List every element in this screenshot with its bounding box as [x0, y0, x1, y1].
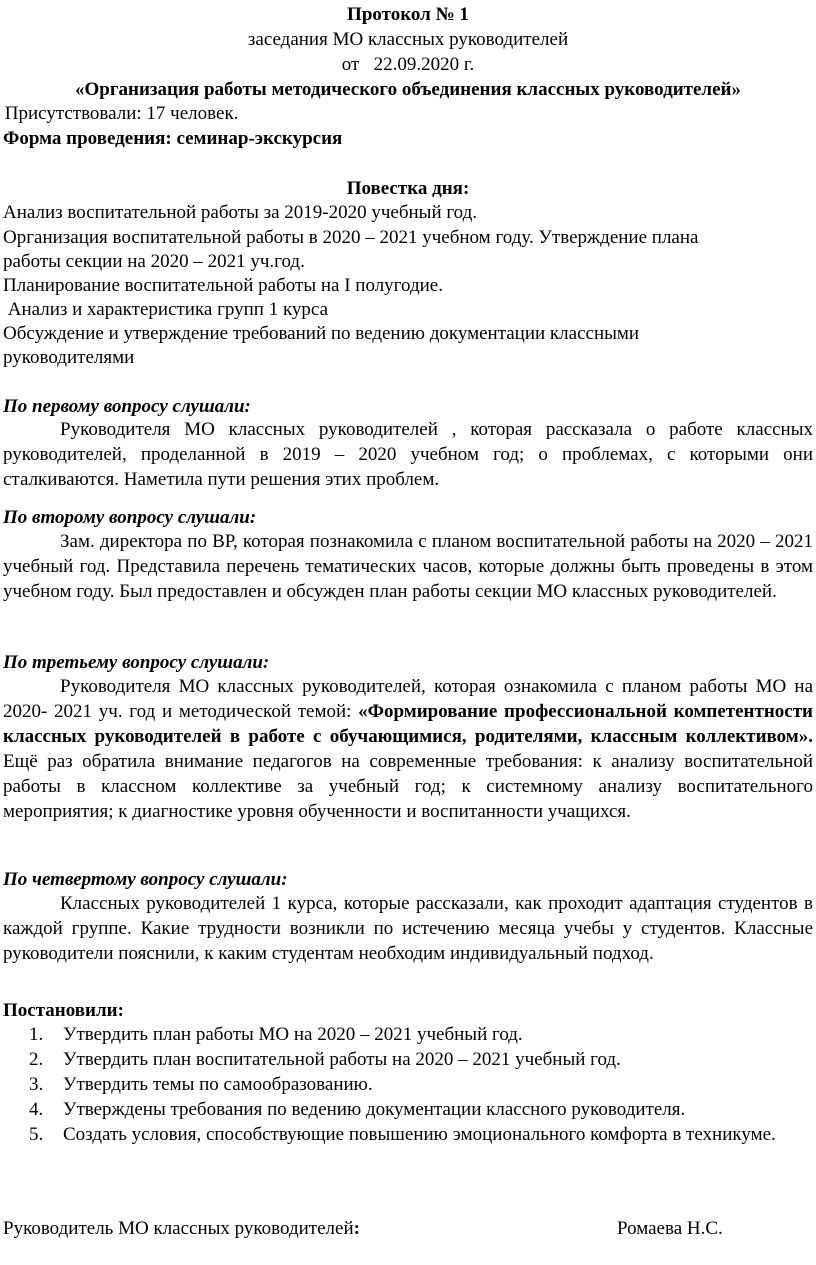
decisions-list	[0, 1022, 816, 1147]
agenda-heading: Повестка дня:	[346, 178, 470, 199]
agenda-item: Анализ воспитательной работы за 2019-2020 учебный год.	[3, 202, 478, 223]
decision-item	[0, 1072, 811, 1097]
methodical-theme: «Формирование профессиональной компетентности классных руководителей в работе с обучающимися, родителями, классным коллективом».	[3, 701, 813, 747]
decision-number: 2.	[29, 1049, 44, 1070]
protocol-title: Протокол № 1	[347, 4, 469, 25]
decision-text: Утверждены требования по ведению документации классного руководителя.	[63, 1099, 686, 1120]
section-text-body: Руководителя МО классных руководителей, которая ознакомила с планом работы МО на 2020- 2021 уч. год и методической темой:	[3, 676, 813, 722]
decision-text: Создать условия, способствующие повышению эмоционального комфорта в техникуме.	[63, 1124, 776, 1145]
agenda-item: Организация воспитательной работы в 2020 – 2021 учебном году. Утверждение плана	[3, 227, 699, 248]
decision-item	[0, 1047, 811, 1072]
section-text-body: Ещё раз обратила внимание педагогов на современные требования: к анализу воспитательной работы в классном коллективе за учебный год; к системному анализу воспитательного мероприятия; к диагностике уровня обученности и воспитанности учащихся.	[3, 751, 813, 822]
section-heading: По первому вопросу слушали:	[3, 396, 251, 417]
section-text-body: Зам. директора по ВР, которая познакомила с планом воспитательной работы на 2020 – 2021 учебный год. Представила перечень тематических часов, которые должны быть проведены в этом учебном году. Был предоставлен и обсужден план работы секции МО классных руководителей.	[3, 531, 813, 602]
agenda-item: работы секции на 2020 – 2021 уч.год.	[3, 251, 305, 272]
protocol-subtitle: заседания МО классных руководителей	[247, 29, 569, 50]
decisions-heading: Постановили:	[3, 1000, 124, 1021]
decision-text: Утвердить темы по самообразованию.	[63, 1074, 373, 1095]
section-heading: По третьему вопросу слушали:	[3, 652, 270, 673]
decision-item	[0, 1122, 811, 1147]
decision-text: Утвердить план работы МО на 2020 – 2021 учебный год.	[63, 1024, 523, 1045]
signature-colon: :	[353, 1218, 360, 1239]
signature-role-text: Руководитель МО классных руководителей	[3, 1218, 354, 1239]
section-text-body: Классных руководителей 1 курса, которые рассказали, как проходит адаптация студентов в каждой группе. Какие трудности возникли по истечению месяца учебы у студентов. Классные руководители пояснили, к каким студентам необходим индивидуальный подход.	[3, 893, 813, 964]
decision-number: 1.	[29, 1024, 44, 1045]
section-text	[3, 891, 813, 966]
decision-item	[0, 1097, 811, 1122]
agenda-item: Анализ и характеристика групп 1 курса	[3, 299, 329, 320]
agenda-item: Планирование воспитательной работы на I полугодие.	[3, 275, 443, 296]
decision-number: 5.	[29, 1124, 44, 1145]
section-heading: По четвертому вопросу слушали:	[3, 869, 288, 890]
signature-name: Ромаева Н.С.	[617, 1218, 723, 1239]
attendance: Присутствовали: 17 человек.	[0, 103, 239, 124]
section-heading: По второму вопросу слушали:	[3, 507, 257, 528]
meeting-form: Форма проведения: семинар-экскурсия	[3, 128, 343, 149]
section-text	[3, 674, 813, 824]
decision-number: 3.	[29, 1074, 44, 1095]
agenda-item: руководителями	[3, 347, 135, 368]
protocol-topic: «Организация работы методического объединения классных руководителей»	[75, 79, 741, 100]
protocol-date: от 22.09.2020 г.	[341, 54, 475, 75]
signature-role	[3, 1216, 360, 1241]
section-text	[3, 417, 813, 492]
decision-item	[0, 1022, 811, 1047]
decision-text: Утвердить план воспитательной работы на 2020 – 2021 учебный год.	[63, 1049, 621, 1070]
section-text-body: Руководителя МО классных руководителей , которая рассказала о работе классных руководителей, проделанной в 2019 – 2020 учебном год; о проблемах, с которыми они сталкиваются. Наметила пути решения этих проблем.	[3, 419, 813, 490]
section-text	[3, 529, 813, 604]
agenda-item: Обсуждение и утверждение требований по ведению документации классными	[3, 323, 640, 344]
decision-number: 4.	[29, 1099, 44, 1120]
